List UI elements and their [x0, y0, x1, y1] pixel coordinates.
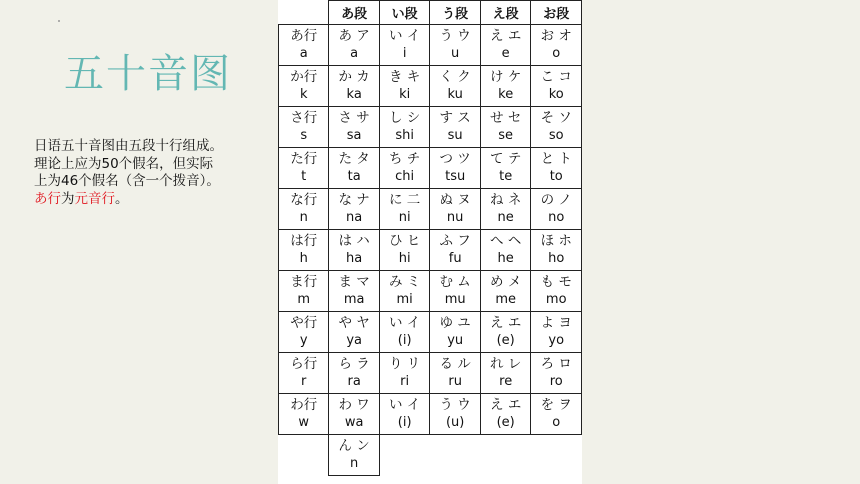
- kana-cell: [329, 189, 380, 230]
- table-row: [279, 271, 582, 312]
- romaji: no: [548, 210, 565, 225]
- romaji: yo: [548, 333, 565, 348]
- kana-glyphs: し シ: [389, 110, 421, 126]
- table-row: [279, 435, 582, 476]
- romaji: h: [299, 251, 308, 266]
- empty-cell: [430, 435, 481, 476]
- row-label-cell: [279, 107, 329, 148]
- kana-glyphs: い イ: [389, 315, 421, 331]
- kana-cell: [480, 25, 531, 66]
- kana-glyphs: つ ツ: [439, 151, 471, 167]
- romaji: mi: [396, 292, 413, 307]
- kana-cell: [430, 394, 481, 435]
- kana-cell: [379, 66, 429, 107]
- table-row: [279, 107, 582, 148]
- row-label-cell: [279, 189, 329, 230]
- kana-cell: [329, 25, 380, 66]
- kana-glyphs: す ス: [439, 110, 471, 126]
- kana-glyphs: を ヲ: [540, 397, 572, 413]
- kana-cell: [430, 25, 481, 66]
- romaji: o: [552, 46, 561, 61]
- column-header: う段: [430, 1, 481, 25]
- kana-cell: [430, 189, 481, 230]
- kana-cell: [430, 107, 481, 148]
- table-row: [279, 66, 582, 107]
- kana-table: [278, 0, 582, 476]
- kana-glyphs: ま マ: [338, 274, 370, 290]
- romaji: m: [297, 292, 311, 307]
- row-label-cell: [279, 230, 329, 271]
- romaji: chi: [395, 169, 415, 184]
- kana-glyphs: こ コ: [540, 69, 572, 85]
- empty-cell: [279, 435, 329, 476]
- kana-glyphs: と ト: [540, 151, 572, 167]
- row-label-cell: [279, 353, 329, 394]
- kana-cell: [430, 353, 481, 394]
- romaji: (e): [496, 333, 515, 348]
- romaji: t: [301, 169, 307, 184]
- table-row: [279, 353, 582, 394]
- description-line-4: [34, 191, 264, 209]
- kana-table-panel: [278, 0, 582, 484]
- kana-glyphs: ひ ヒ: [389, 233, 421, 249]
- romaji: ke: [498, 87, 514, 102]
- romaji: mo: [545, 292, 567, 307]
- kana-cell: [531, 353, 582, 394]
- romaji: ne: [497, 210, 514, 225]
- kana-cell: [379, 271, 429, 312]
- kana-cell: [379, 25, 429, 66]
- kana-cell: [480, 353, 531, 394]
- romaji: ta: [347, 169, 361, 184]
- kana-glyphs: ろ ロ: [540, 356, 572, 372]
- kana-cell: [329, 230, 380, 271]
- kana-glyphs: に 二: [389, 192, 421, 208]
- kana-glyphs: ほ ホ: [540, 233, 572, 249]
- kana-glyphs: た タ: [338, 151, 370, 167]
- kana-glyphs: よ ヨ: [540, 315, 572, 331]
- kana-glyphs: ぬ ヌ: [439, 192, 471, 208]
- kana-glyphs: お オ: [540, 28, 572, 44]
- romaji: (u): [445, 415, 465, 430]
- empty-cell: [379, 435, 429, 476]
- kana-cell: [430, 271, 481, 312]
- kana-cell: [329, 148, 380, 189]
- kana-glyphs: え エ: [490, 315, 522, 331]
- kana-cell: [531, 66, 582, 107]
- romaji: so: [548, 128, 564, 143]
- kana-glyphs: わ ワ: [338, 397, 370, 413]
- description-line-1: 日语五十音图由五段十行组成。: [34, 138, 223, 154]
- corner-cell: [279, 1, 329, 25]
- kana-glyphs: は ハ: [338, 233, 370, 249]
- kana-cell: [480, 271, 531, 312]
- kana-cell: [531, 271, 582, 312]
- romaji: ru: [448, 374, 462, 389]
- kana-cell: [329, 271, 380, 312]
- kana-cell: [379, 148, 429, 189]
- romaji: n: [350, 456, 359, 471]
- kana-glyphs: せ セ: [490, 110, 522, 126]
- kana-glyphs: ち チ: [389, 151, 421, 167]
- kana-glyphs: あ行: [290, 28, 318, 44]
- description-line-3: 上为46个假名（含一个拨音）。: [34, 173, 220, 189]
- romaji: ni: [398, 210, 411, 225]
- kana-cell: [430, 148, 481, 189]
- kana-cell: [531, 25, 582, 66]
- romaji: mu: [444, 292, 466, 307]
- kana-cell: [379, 189, 429, 230]
- romaji: ka: [346, 87, 362, 102]
- highlight-vowel-row: 元音行: [74, 190, 115, 207]
- kana-glyphs: か行: [290, 69, 318, 85]
- kana-glyphs: ん ン: [338, 438, 370, 454]
- kana-cell: [531, 394, 582, 435]
- kana-glyphs: な ナ: [338, 192, 370, 208]
- kana-cell-n: [329, 435, 380, 476]
- kana-glyphs: ら行: [290, 356, 318, 372]
- romaji: a: [299, 46, 308, 61]
- romaji: me: [495, 292, 517, 307]
- kana-glyphs: え エ: [490, 397, 522, 413]
- kana-cell: [480, 394, 531, 435]
- romaji: w: [298, 415, 310, 430]
- table-row: [279, 394, 582, 435]
- kana-glyphs: り リ: [389, 356, 421, 372]
- kana-glyphs: そ ソ: [540, 110, 572, 126]
- kana-glyphs: き キ: [389, 69, 421, 85]
- empty-cell: [531, 435, 582, 476]
- romaji: to: [549, 169, 563, 184]
- kana-cell: [329, 312, 380, 353]
- kana-cell: [531, 148, 582, 189]
- table-row: [279, 148, 582, 189]
- slide-title: 五十音图: [64, 51, 232, 97]
- table-row: [279, 230, 582, 271]
- kana-glyphs: め メ: [490, 274, 522, 290]
- romaji: k: [299, 87, 308, 102]
- romaji: yu: [447, 333, 464, 348]
- kana-glyphs: れ レ: [490, 356, 522, 372]
- romaji: nu: [446, 210, 464, 225]
- kana-glyphs: か カ: [338, 69, 370, 85]
- kana-cell: [480, 66, 531, 107]
- kana-glyphs: う ウ: [439, 28, 471, 44]
- romaji: (i): [397, 415, 412, 430]
- description-line-2: 理论上应为50个假名，但实际: [34, 155, 214, 172]
- row-label-cell: [279, 271, 329, 312]
- kana-glyphs: け ケ: [490, 69, 522, 85]
- romaji: ho: [548, 251, 565, 266]
- romaji: tsu: [445, 169, 466, 184]
- romaji: te: [499, 169, 513, 184]
- row-label-cell: [279, 394, 329, 435]
- highlight-a-row: あ行: [34, 190, 61, 207]
- kana-cell: [531, 189, 582, 230]
- kana-cell: [430, 230, 481, 271]
- romaji: r: [301, 374, 307, 389]
- romaji: ki: [399, 87, 411, 102]
- kana-cell: [480, 107, 531, 148]
- kana-cell: [531, 107, 582, 148]
- kana-glyphs: ゆ ユ: [439, 315, 471, 331]
- row-label-cell: [279, 66, 329, 107]
- kana-glyphs: ま行: [290, 274, 318, 290]
- kana-cell: [430, 312, 481, 353]
- column-header: い段: [379, 1, 429, 25]
- romaji: n: [299, 210, 308, 225]
- romaji: sa: [346, 128, 362, 143]
- kana-glyphs: の ノ: [540, 192, 572, 208]
- kana-cell: [379, 107, 429, 148]
- kana-cell: [480, 312, 531, 353]
- romaji: u: [451, 46, 460, 61]
- romaji: se: [498, 128, 514, 143]
- romaji: i: [402, 46, 407, 61]
- kana-glyphs: ね ネ: [490, 192, 522, 208]
- romaji: o: [552, 415, 561, 430]
- romaji: ya: [346, 333, 362, 348]
- kana-cell: [531, 312, 582, 353]
- description-connector: 为: [61, 190, 75, 207]
- table-row: [279, 189, 582, 230]
- romaji: ku: [447, 87, 463, 102]
- kana-cell: [379, 394, 429, 435]
- romaji: ma: [343, 292, 365, 307]
- romaji: hi: [398, 251, 411, 266]
- kana-glyphs: へ ヘ: [490, 233, 522, 249]
- kana-cell: [379, 353, 429, 394]
- header-row: [279, 1, 582, 25]
- decorative-dot: [58, 20, 60, 22]
- column-header: お段: [531, 1, 582, 25]
- romaji: (e): [496, 415, 515, 430]
- kana-glyphs: い イ: [389, 397, 421, 413]
- description-text: [34, 138, 264, 208]
- romaji: wa: [344, 415, 364, 430]
- kana-cell: [329, 394, 380, 435]
- kana-glyphs: や行: [290, 315, 318, 331]
- kana-cell: [329, 353, 380, 394]
- romaji: e: [501, 46, 510, 61]
- romaji: su: [447, 128, 463, 143]
- kana-glyphs: う ウ: [439, 397, 471, 413]
- kana-cell: [379, 230, 429, 271]
- kana-glyphs: ふ フ: [439, 233, 471, 249]
- romaji: ko: [548, 87, 564, 102]
- romaji: re: [499, 374, 513, 389]
- romaji: ro: [549, 374, 563, 389]
- kana-glyphs: も モ: [540, 274, 572, 290]
- kana-cell: [480, 189, 531, 230]
- kana-glyphs: あ ア: [338, 28, 370, 44]
- row-label-cell: [279, 148, 329, 189]
- table-row: [279, 312, 582, 353]
- kana-cell: [480, 230, 531, 271]
- kana-glyphs: た行: [290, 151, 318, 167]
- kana-glyphs: い イ: [389, 28, 421, 44]
- kana-glyphs: は行: [290, 233, 318, 249]
- romaji: he: [497, 251, 514, 266]
- kana-glyphs: て テ: [490, 151, 522, 167]
- kana-cell: [329, 66, 380, 107]
- kana-glyphs: ら ラ: [338, 356, 370, 372]
- kana-glyphs: る ル: [439, 356, 471, 372]
- romaji: fu: [448, 251, 462, 266]
- romaji: ri: [400, 374, 410, 389]
- column-header: え段: [480, 1, 531, 25]
- romaji: s: [300, 128, 308, 143]
- kana-glyphs: や ヤ: [338, 315, 370, 331]
- row-label-cell: [279, 25, 329, 66]
- kana-cell: [329, 107, 380, 148]
- romaji: shi: [395, 128, 414, 143]
- kana-glyphs: え エ: [490, 28, 522, 44]
- romaji: na: [346, 210, 363, 225]
- empty-cell: [480, 435, 531, 476]
- kana-glyphs: わ行: [290, 397, 318, 413]
- column-header: あ段: [329, 1, 380, 25]
- kana-glyphs: く ク: [439, 69, 471, 85]
- romaji: (i): [397, 333, 412, 348]
- kana-cell: [430, 66, 481, 107]
- romaji: a: [350, 46, 359, 61]
- kana-cell: [480, 148, 531, 189]
- kana-glyphs: さ行: [290, 110, 318, 126]
- table-row: [279, 25, 582, 66]
- kana-cell: [379, 312, 429, 353]
- row-label-cell: [279, 312, 329, 353]
- romaji: ra: [347, 374, 361, 389]
- kana-glyphs: さ サ: [338, 110, 370, 126]
- romaji: ha: [346, 251, 363, 266]
- romaji: y: [299, 333, 308, 348]
- kana-cell: [531, 230, 582, 271]
- kana-glyphs: む ム: [439, 274, 471, 290]
- kana-glyphs: な行: [290, 192, 318, 208]
- kana-glyphs: み ミ: [389, 274, 421, 290]
- description-period: 。: [115, 190, 129, 207]
